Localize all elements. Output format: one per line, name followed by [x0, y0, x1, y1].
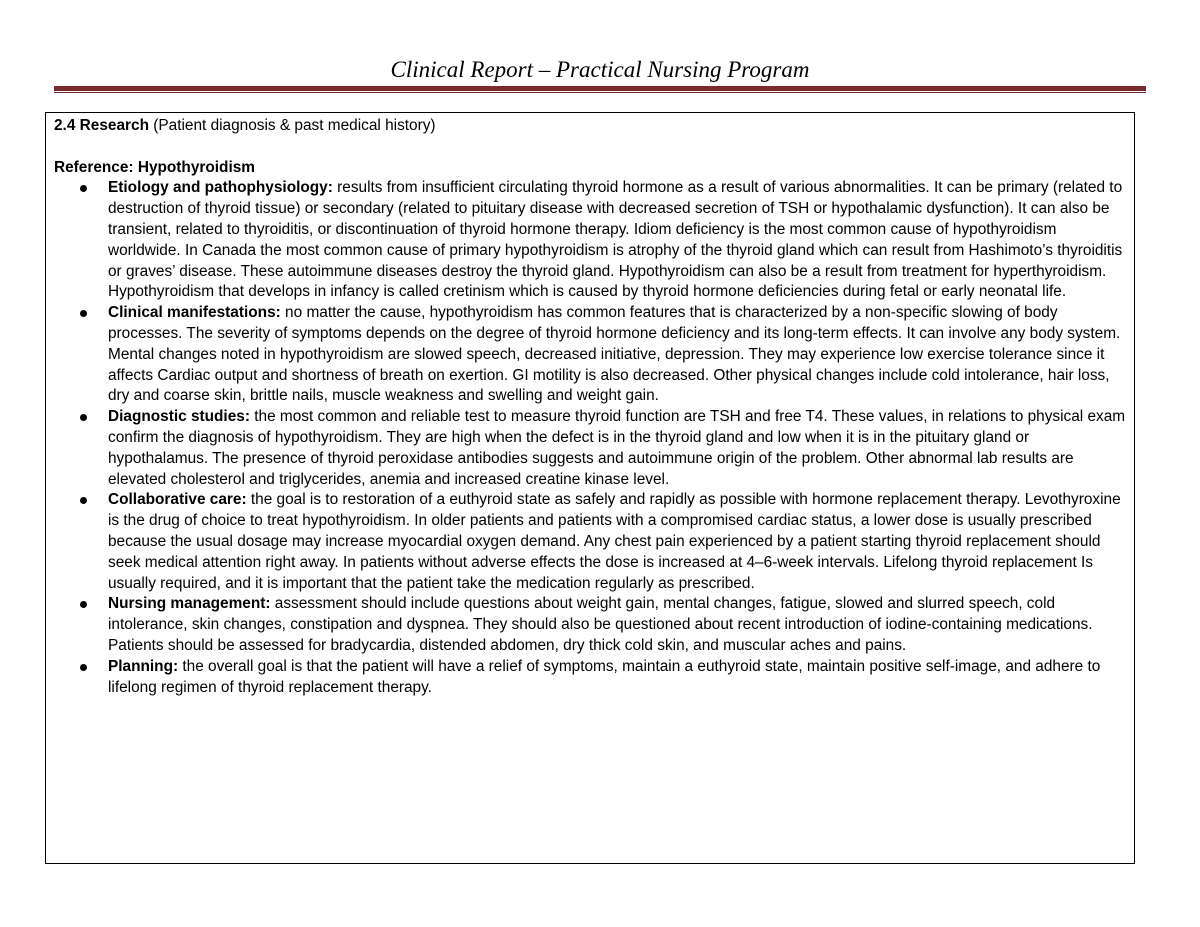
bullet-text: the most common and reliable test to measure thyroid function are TSH and free T4. These values, in relations to physical exam confirm the diagnosis of hypothyroidism. They are high when the defect is in the thyroid gland and low when it is in the pituitary gland or hypothalamus. The presence of thyroid peroxidase antibodies suggests and autoimmune origin of the problem. Other abnormal lab results are elevated cholesterol and triglycerides, anemia and increased creatine kinase level.: [108, 408, 1126, 488]
bullet-text: the overall goal is that the patient will have a relief of symptoms, maintain a euthyroid state, maintain positive self-image, and adhere to lifelong regimen of thyroid replacement therapy.: [108, 657, 1101, 696]
research-section-box: [45, 112, 1135, 864]
section-subtitle: (Patient diagnosis & past medical history): [153, 117, 436, 134]
bullet-text: assessment should include questions about weight gain, mental changes, fatigue, slowed and slurred speech, cold intolerance, skin changes, constipation and dyspnea. They should also be questioned about recent introduction of iodine-containing medications. Patients should be assessed for bradycardia, distended abdomen, dry thick cold skin, and muscular aches and pains.: [108, 595, 1093, 654]
bullet-diagnostic-studies: [54, 407, 1126, 490]
header-divider: [54, 86, 1146, 91]
bullet-heading: Nursing management:: [108, 595, 271, 613]
reference-heading: Reference: Hypothyroidism: [54, 158, 255, 176]
bullet-text: the goal is to restoration of a euthyroid state as safely and rapidly as possible with hormone replacement therapy. Levothyroxine is the drug of choice to treat hypothyroidism. In older patients and patients with a compromised cardiac status, a lower dose is usually prescribed because the usual dosage may increase myocardial oxygen demand. Any chest pain experienced by a patient starting thyroid replacement should seek medical attention right away. In patients without adverse effects the dose is increased at 4–6-week intervals. Lifelong thyroid replacement Is usually required, and it is important that the patient take the medication regularly as prescribed.: [108, 491, 1121, 592]
bullet-text: no matter the cause, hypothyroidism has common features that is characterized by a non-specific slowing of body processes. The severity of symptoms depends on the degree of thyroid hormone deficiency and its long-term effects. It can involve any body system. Mental changes noted in hypothyroidism are slowed speech, decreased initiative, depression. They may experience low exercise tolerance since it affects Cardiac output and shortness of breath on exertion. GI motility is also decreased. Other physical changes include cold intolerance, hair loss, dry and coarse skin, brittle nails, muscle weakness and swelling and weight gain.: [108, 304, 1121, 405]
bullet-dot-icon: [80, 185, 87, 192]
bullet-clinical-manifestations: [54, 303, 1126, 407]
bullet-dot-icon: [80, 414, 87, 421]
header-divider-thin: [54, 92, 1146, 93]
section-number-title: 2.4 Research: [54, 117, 149, 134]
blank-line: [54, 137, 1126, 158]
bullet-heading: Diagnostic studies:: [108, 408, 250, 426]
section-heading: [54, 116, 1126, 137]
bullet-heading: Clinical manifestations:: [108, 304, 281, 322]
bullet-nursing-management: [54, 594, 1126, 656]
bullet-dot-icon: [80, 664, 87, 671]
bullet-dot-icon: [80, 497, 87, 504]
bullet-heading: Collaborative care:: [108, 491, 247, 509]
bullet-heading: Planning:: [108, 657, 179, 675]
bullet-etiology: [54, 178, 1126, 303]
page-header-title: Clinical Report – Practical Nursing Program: [390, 57, 810, 82]
bullet-text: results from insufficient circulating thyroid hormone as a result of various abnormalities. It can be primary (related to destruction of thyroid tissue) or secondary (related to pituitary disease with decreased secretion of TSH or hypothalamic dysfunction). It can also be transient, related to thyroiditis, or discontinuation of thyroid hormone therapy. Idiom deficiency is the most common cause of hypothyroidism worldwide. In Canada the most common cause of primary hypothyroidism is atrophy of the thyroid gland which can result from Hashimoto’s thyroiditis or graves’ disease. These autoimmune diseases destroy the thyroid gland. Hypothyroidism can also be a result from treatment for hyperthyroidism. Hypothyroidism that develops in infancy is called cretinism which is caused by thyroid hormone deficiencies during fetal or early neonatal life.: [108, 179, 1123, 301]
bullet-planning: [54, 657, 1126, 699]
research-content: [54, 116, 1126, 698]
reference-line: [54, 158, 1126, 179]
bullet-collaborative-care: [54, 490, 1126, 594]
research-bullet-list: [54, 178, 1126, 698]
bullet-dot-icon: [80, 310, 87, 317]
bullet-dot-icon: [80, 601, 87, 608]
bullet-heading: Etiology and pathophysiology:: [108, 179, 333, 197]
